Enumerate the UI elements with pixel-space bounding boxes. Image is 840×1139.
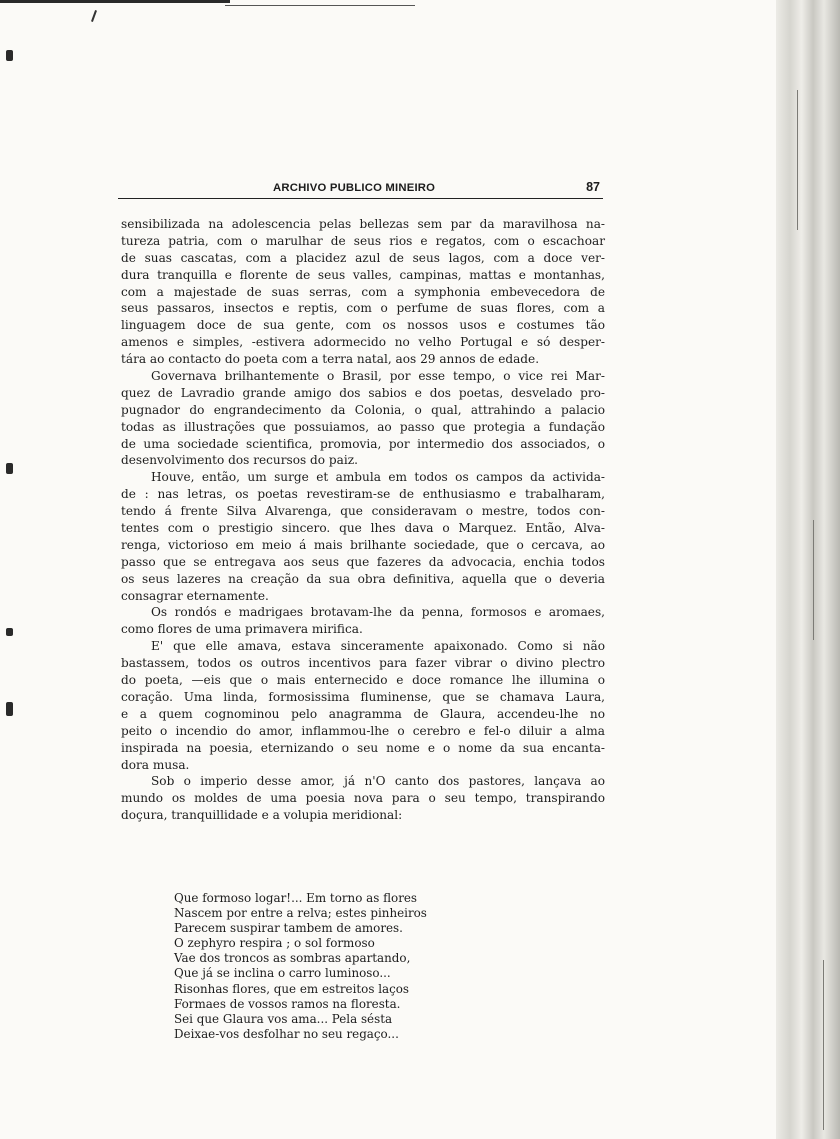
page-edge-line [813, 520, 814, 640]
page-number: 87 [586, 180, 600, 194]
text-line: Houve, então, um surge et ambula em todos os campos da activida- [151, 470, 605, 485]
text-line: desenvolvimento dos recursos do paiz. [121, 453, 358, 468]
margin-ink-mark [6, 628, 13, 636]
text-line: de uma sociedade scientifica, promovia, por intermedio dos associados, o [121, 436, 605, 451]
verse-line: Formaes de vossos ramos na floresta. [174, 996, 401, 1011]
text-line: do poeta, —eis que o mais enternecido e doce romance lhe illumina o [121, 673, 605, 688]
scan-ink-mark [91, 10, 97, 22]
text-line: como flores de uma primavera mirifica. [121, 622, 363, 637]
text-line: com a majestade de suas serras, com a symphonia embevecedora de [121, 284, 605, 299]
margin-ink-mark [6, 463, 13, 474]
text-line: quez de Lavradio grande amigo dos sabios e dos poetas, desvelado pro- [121, 385, 605, 400]
text-line: tendo á frente Silva Alvarenga, que consideravam o mestre, todos con- [121, 504, 605, 519]
text-line: doçura, tranquillidade e a volupia meridional: [121, 808, 403, 823]
text-line: todas as illustrações que possuiamos, ao passo que protegia a fundação [121, 419, 605, 434]
text-line: tureza patria, com o marulhar de seus rios e regatos, com o escachoar [121, 233, 605, 248]
text-line: coração. Uma linda, formosissima fluminense, que se chamava Laura, [121, 689, 605, 704]
page-edge-line [797, 90, 798, 230]
text-line: amenos e simples, -estivera adormecido no velho Portugal e só desper- [121, 335, 605, 350]
text-line: Sob o imperio desse amor, já n'O canto dos pastores, lançava ao [151, 774, 605, 789]
text-line: inspirada na poesia, eternizando o seu nome e o nome da sua encanta- [121, 740, 605, 755]
verse-line: Parecem suspirar tambem de amores. [174, 921, 403, 936]
body-text [121, 216, 605, 824]
text-line: renga, victorioso em meio á mais brilhante sociedade, que o cercava, ao [121, 537, 605, 552]
text-line: passo que se entregava aos seus que fazeres da advocacia, enchia todos [121, 554, 605, 569]
scan-top-rule [0, 0, 230, 3]
margin-ink-mark [6, 50, 13, 61]
verse-line: Que já se inclina o carro luminoso... [174, 966, 391, 981]
text-line: mundo os moldes de uma poesia nova para o seu tempo, transpirando [121, 791, 605, 806]
verse-quotation [174, 891, 474, 1042]
running-title: ARCHIVO PUBLICO MINEIRO [273, 182, 436, 194]
text-line: dora musa. [121, 757, 190, 772]
text-line: Os rondós e madrigaes brotavam-lhe da penna, formosos e aromaes, [151, 605, 605, 620]
page-header [118, 181, 603, 199]
verse-line: Risonhas flores, que em estreitos laços [174, 981, 410, 996]
text-line: tentes com o prestigio sincero. que lhes dava o Marquez. Então, Alva- [121, 521, 605, 536]
scan-top-rule-thin [225, 5, 415, 6]
verse-line: O zephyro respira ; o sol formoso [174, 936, 375, 951]
text-line: de : nas letras, os poetas revestiram-se de enthusiasmo e trabalharam, [121, 487, 605, 502]
text-line: tára ao contacto do poeta com a terra natal, aos 29 annos de edade. [121, 352, 540, 367]
text-line: consagrar eternamente. [121, 588, 269, 603]
page-edge-shadow [776, 0, 840, 1139]
text-line: Governava brilhantemente o Brasil, por esse tempo, o vice rei Mar- [151, 369, 605, 384]
verse-line: Deixae-vos desfolhar no seu regaço... [174, 1026, 399, 1041]
margin-ink-mark [6, 702, 13, 716]
text-line: e a quem cognominou pelo anagramma de Glaura, accendeu-lhe no [121, 706, 605, 721]
text-line: bastassem, todos os outros incentivos para fazer vibrar o divino plectro [121, 656, 605, 671]
text-line: dura tranquilla e florente de seus valles, campinas, mattas e montanhas, [121, 267, 605, 282]
text-line: peito o incendio do amor, inflammou-lhe o cerebro e fel-o diluir a alma [121, 723, 605, 738]
text-line: linguagem doce de sua gente, com os nossos usos e costumes tão [121, 318, 605, 333]
verse-line: Sei que Glaura vos ama... Pela sésta [174, 1011, 393, 1026]
text-line: sensibilizada na adolescencia pelas bellezas sem par da maravilhosa na- [121, 217, 605, 231]
text-line: E' que elle amava, estava sinceramente apaixonado. Como si não [151, 639, 605, 654]
text-line: os seus lazeres na creação da sua obra definitiva, aquella que o deveria [121, 571, 605, 586]
text-line: pugnador do engrandecimento da Colonia, o qual, attrahindo a palacio [121, 402, 605, 417]
verse-line: Nascem por entre a relva; estes pinheiros [174, 906, 427, 921]
verse-line: Vae dos troncos as sombras apartando, [174, 951, 411, 966]
text-line: seus passaros, insectos e reptis, com o perfume de suas flores, com a [121, 301, 605, 316]
verse-line: Que formoso logar!... Em torno as flores [174, 891, 418, 905]
text-line: de suas cascatas, com a placidez azul de seus lagos, com a doce ver- [121, 250, 605, 265]
page-edge-line [823, 960, 824, 1130]
